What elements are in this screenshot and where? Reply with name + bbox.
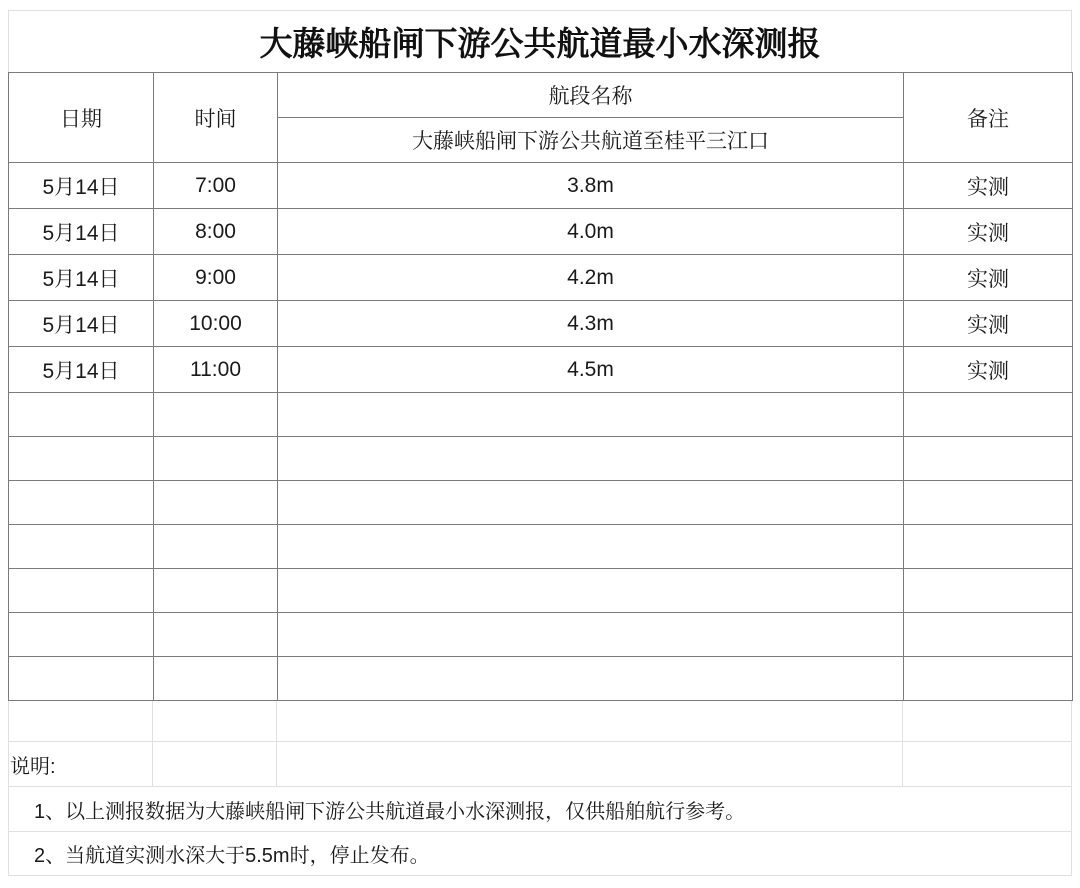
remark-cell: [904, 613, 1073, 657]
notes-label: 说明:: [8, 742, 153, 786]
table-row-empty: [9, 525, 1073, 569]
col-header-segment: 航段名称: [278, 73, 904, 118]
remark-cell: 实测: [904, 163, 1073, 209]
remark-cell: [904, 437, 1073, 481]
date-cell: 5月14日: [9, 255, 154, 301]
table-row: [9, 163, 1073, 209]
depth-cell: 3.8m: [278, 163, 904, 209]
col-header-date: 日期: [9, 73, 154, 163]
table-row: [9, 347, 1073, 393]
table-row: [9, 255, 1073, 301]
date-cell: 5月14日: [9, 347, 154, 393]
time-cell: 8:00: [154, 209, 278, 255]
report-title: 大藤峡船闸下游公共航道最小水深测报: [8, 10, 1072, 72]
depth-cell: [278, 481, 904, 525]
remark-cell: 实测: [904, 301, 1073, 347]
table-row-empty: [9, 569, 1073, 613]
col-header-time: 时间: [154, 73, 278, 163]
remark-cell: [904, 525, 1073, 569]
date-cell: [9, 657, 154, 701]
depth-cell: [278, 437, 904, 481]
spacer-cell: [153, 701, 277, 741]
depth-cell: [278, 613, 904, 657]
depth-cell: [278, 525, 904, 569]
spacer-cell: [903, 701, 1072, 741]
remark-cell: [904, 569, 1073, 613]
note-item-1: 1、以上测报数据为大藤峡船闸下游公共航道最小水深测报，仅供船舶航行参考。: [8, 787, 1072, 832]
remark-cell: [904, 393, 1073, 437]
notes-label-row: [8, 742, 1072, 787]
header-row: [9, 73, 1073, 118]
remark-cell: [904, 481, 1073, 525]
time-cell: [154, 481, 278, 525]
depth-cell: 4.3m: [278, 301, 904, 347]
date-cell: [9, 525, 154, 569]
date-cell: [9, 437, 154, 481]
spacer-cell: [153, 742, 277, 786]
spacer-cell: [903, 742, 1072, 786]
remark-cell: 实测: [904, 255, 1073, 301]
depth-cell: [278, 569, 904, 613]
segment-name: 大藤峡船闸下游公共航道至桂平三江口: [278, 118, 904, 163]
date-cell: 5月14日: [9, 163, 154, 209]
table-row-empty: [9, 393, 1073, 437]
spacer-cell: [277, 701, 903, 741]
spacer-cell: [8, 701, 153, 741]
date-cell: [9, 569, 154, 613]
time-cell: 7:00: [154, 163, 278, 209]
spacer-row: [8, 701, 1072, 742]
time-cell: 9:00: [154, 255, 278, 301]
depth-cell: 4.2m: [278, 255, 904, 301]
table-row-empty: [9, 613, 1073, 657]
table-row-empty: [9, 481, 1073, 525]
time-cell: [154, 393, 278, 437]
time-cell: [154, 613, 278, 657]
table-row-empty: [9, 437, 1073, 481]
table-row-empty: [9, 657, 1073, 701]
date-cell: [9, 481, 154, 525]
date-cell: [9, 613, 154, 657]
notes-section: [8, 701, 1072, 876]
col-header-remark: 备注: [904, 73, 1073, 163]
date-cell: 5月14日: [9, 209, 154, 255]
time-cell: [154, 437, 278, 481]
depth-table: [8, 72, 1073, 701]
time-cell: 10:00: [154, 301, 278, 347]
depth-cell: [278, 657, 904, 701]
remark-cell: 实测: [904, 209, 1073, 255]
time-cell: [154, 569, 278, 613]
table-row: [9, 301, 1073, 347]
time-cell: [154, 525, 278, 569]
depth-cell: [278, 393, 904, 437]
date-cell: 5月14日: [9, 301, 154, 347]
depth-cell: 4.0m: [278, 209, 904, 255]
date-cell: [9, 393, 154, 437]
remark-cell: [904, 657, 1073, 701]
note-item-2: 2、当航道实测水深大于5.5m时，停止发布。: [8, 832, 1072, 876]
time-cell: [154, 657, 278, 701]
depth-cell: 4.5m: [278, 347, 904, 393]
table-row: [9, 209, 1073, 255]
time-cell: 11:00: [154, 347, 278, 393]
remark-cell: 实测: [904, 347, 1073, 393]
spacer-cell: [277, 742, 903, 786]
